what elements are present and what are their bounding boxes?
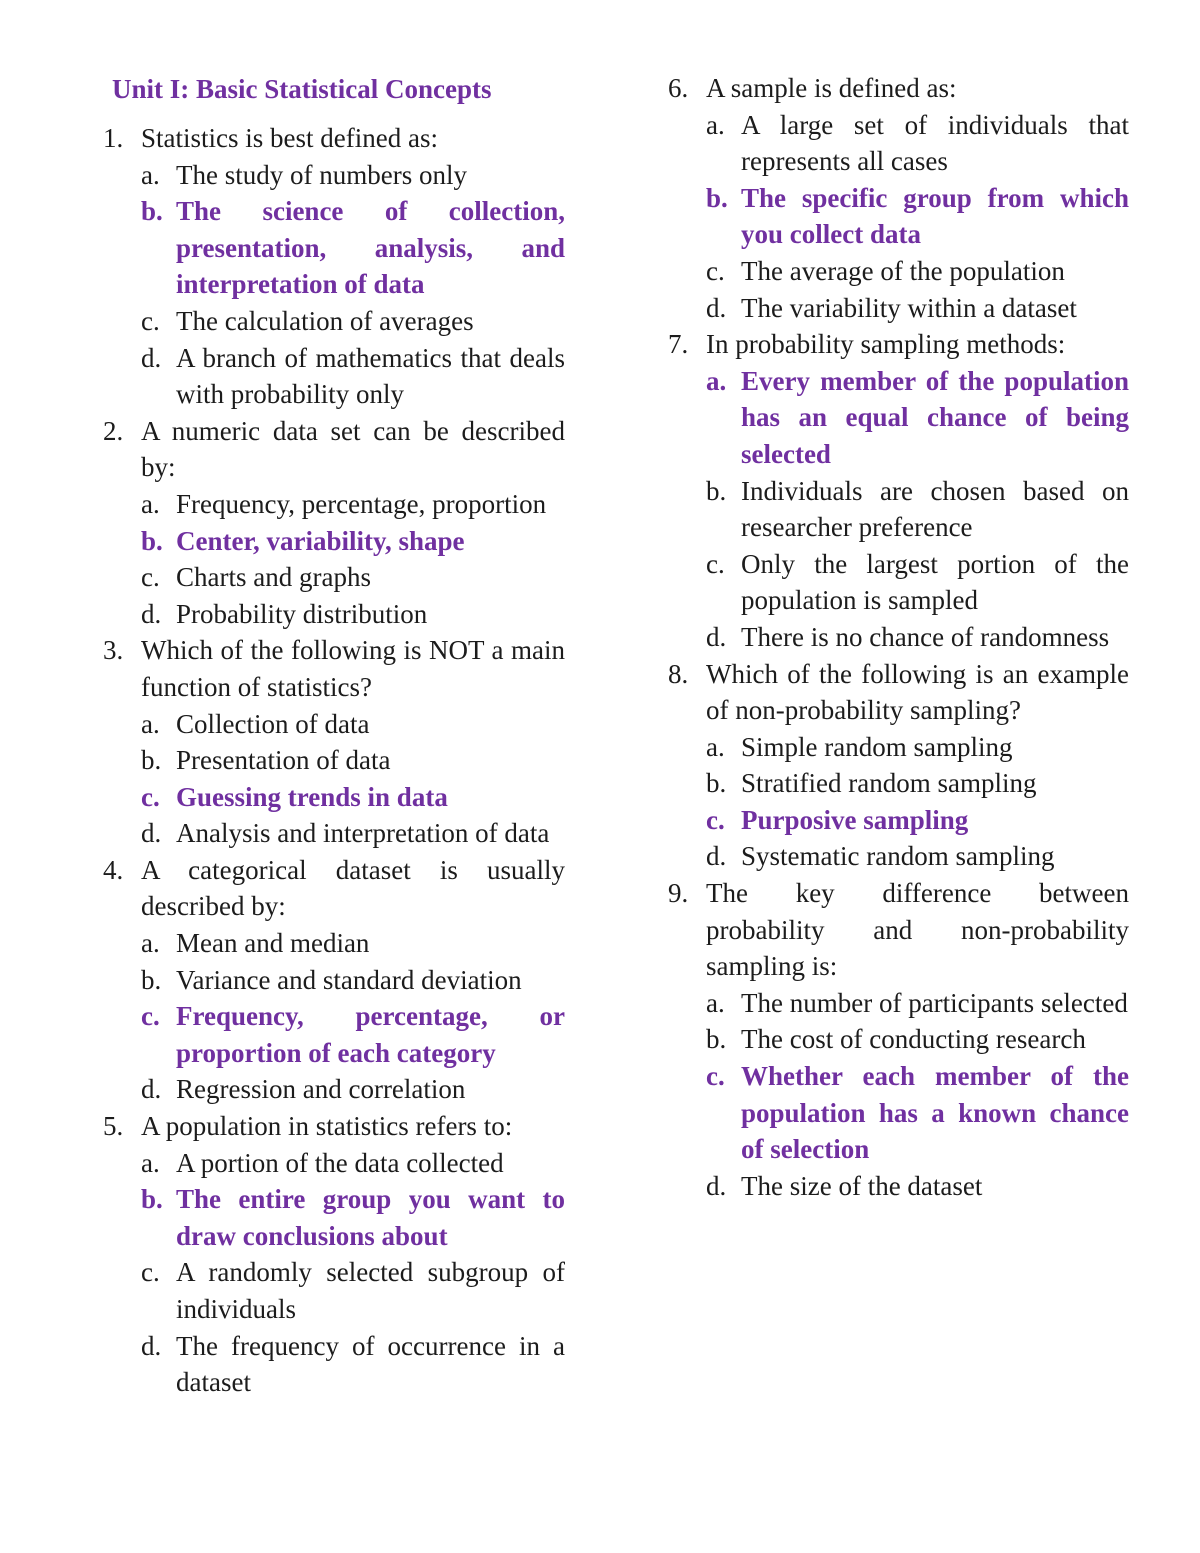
option-letter: c. [141,1257,160,1288]
answer-option [141,1071,565,1108]
option-letter: d. [141,818,162,849]
question-item [103,632,565,852]
question-item [668,875,1129,1204]
question-item [668,656,1129,876]
option-text: The cost of conducting research [741,1024,1086,1055]
question-text: Which of the following is an example of non-probability sampling? [706,658,1129,726]
question-number: 2. [103,415,124,446]
option-letter: d. [141,342,162,373]
option-text: Stratified random sampling [741,768,1037,799]
option-text: Simple random sampling [741,731,1013,762]
answer-option [706,619,1129,656]
option-text: The specific group from which you collect data [741,182,1129,250]
right-column [668,70,1129,1204]
option-text: The variability within a dataset [741,292,1077,323]
question-number: 6. [668,73,689,103]
option-text: Probability distribution [176,598,428,629]
question-item [668,326,1129,655]
correct-answer-option [141,193,565,303]
question-text: In probability sampling methods: [706,329,1066,360]
answer-option [706,473,1129,546]
option-text: Frequency, percentage, or proportion of each category [176,1001,565,1068]
answer-option [141,815,565,852]
option-letter: d. [141,598,162,629]
correct-answer-option [141,998,565,1071]
question-text: A categorical dataset is usually described by: [141,854,565,922]
answer-option [706,107,1129,180]
option-letter: c. [706,548,725,579]
option-letter: a. [141,488,160,519]
option-letter: a. [141,928,160,959]
answer-option [141,1254,565,1327]
option-letter: c. [141,781,160,812]
option-letter: a. [141,1147,160,1178]
option-letter: b. [141,196,163,227]
option-letter: a. [706,109,725,140]
option-text: There is no chance of randomness [741,621,1110,652]
answer-option [141,962,565,999]
option-text: Mean and median [176,928,370,959]
answer-option [141,157,565,194]
option-letter: a. [141,708,160,739]
option-letter: b. [706,768,727,799]
question-number: 3. [103,635,124,666]
question-body [706,656,1129,876]
question-text: A sample is defined as: [706,73,957,103]
question-body [141,632,565,852]
option-text: A branch of mathematics that deals with probability only [176,342,565,410]
answer-option [706,838,1129,875]
question-number: 4. [103,854,124,885]
option-letter: d. [706,1170,727,1201]
question-body [706,875,1129,1204]
question-body [706,326,1129,655]
question-text: Which of the following is NOT a main function of statistics? [141,635,565,702]
answer-option [141,706,565,743]
question-body [141,1108,565,1401]
correct-answer-option [141,523,565,560]
option-text: The size of the dataset [741,1170,983,1201]
option-text: Every member of the population has an equal chance of being selected [741,365,1129,469]
option-text: A large set of individuals that represents all cases [741,109,1129,177]
option-letter: a. [706,365,727,396]
option-letter: d. [141,1330,162,1361]
option-text: Collection of data [176,708,370,739]
option-text: Whether each member of the population has a known chance of selection [741,1061,1129,1165]
option-letter: d. [141,1074,162,1105]
question-text: A numeric data set can be described by: [141,415,565,483]
option-text: The study of numbers only [176,159,467,190]
option-letter: b. [141,964,162,995]
answer-option [141,1328,565,1401]
option-letter: a. [141,159,160,190]
question-body [141,852,565,1108]
question-text: A population in statistics refers to: [141,1111,513,1142]
question-number: 9. [668,878,689,909]
option-text: A portion of the data collected [176,1147,504,1178]
answer-option [141,742,565,779]
answer-option [141,559,565,596]
question-body [706,70,1129,326]
question-body [141,413,565,633]
answer-option [141,340,565,413]
question-item [103,852,565,1108]
option-letter: b. [141,1184,163,1215]
option-text: Only the largest portion of the population is sampled [741,548,1129,616]
option-letter: d. [706,292,727,323]
question-list-left [103,120,565,1401]
option-text: A randomly selected subgroup of individuals [176,1257,565,1324]
option-text: Analysis and interpretation of data [176,818,550,849]
correct-answer-option [141,1181,565,1254]
answer-option [706,290,1129,327]
option-text: Purposive sampling [741,804,969,835]
answer-option [141,303,565,340]
option-text: The entire group you want to draw conclusions about [176,1184,565,1251]
option-letter: a. [706,987,725,1018]
answer-option [706,546,1129,619]
unit-title: Unit I: Basic Statistical Concepts [112,74,492,104]
correct-answer-option [706,180,1129,253]
option-text: Frequency, percentage, proportion [176,488,547,519]
option-letter: b. [706,475,727,506]
answer-option [706,729,1129,766]
answer-option [706,253,1129,290]
option-text: The frequency of occurrence in a dataset [176,1330,565,1398]
option-letter: c. [706,1061,725,1092]
answer-option [141,1145,565,1182]
question-number: 1. [103,123,124,153]
question-body [141,120,565,413]
option-text: The number of participants selected [741,987,1128,1018]
answer-option [706,1021,1129,1058]
question-item [103,413,565,633]
option-text: Regression and correlation [176,1074,466,1105]
option-letter: b. [141,525,163,556]
option-letter: c. [141,562,160,593]
option-letter: c. [706,255,725,286]
question-number: 7. [668,329,689,360]
answer-option [706,765,1129,802]
option-text: Individuals are chosen based on researcher preference [741,475,1129,543]
option-text: Variance and standard deviation [176,964,522,995]
correct-answer-option [706,363,1129,473]
option-letter: d. [706,621,727,652]
answer-option [141,486,565,523]
option-letter: c. [141,1001,160,1032]
left-column [103,70,565,1401]
question-number: 5. [103,1111,124,1142]
question-number: 8. [668,658,689,689]
correct-answer-option [706,1058,1129,1168]
answer-option [141,596,565,633]
question-text: Statistics is best defined as: [141,123,438,153]
option-letter: b. [706,1024,727,1055]
question-item [668,70,1129,326]
question-list-right [668,70,1129,1204]
answer-option [706,1168,1129,1205]
option-letter: b. [706,182,728,213]
option-text: Presentation of data [176,745,391,776]
answer-option [706,985,1129,1022]
answer-option [141,925,565,962]
option-letter: a. [706,731,725,762]
option-text: Charts and graphs [176,562,371,593]
option-text: Systematic random sampling [741,841,1055,872]
option-text: The average of the population [741,255,1065,286]
option-letter: b. [141,745,162,776]
correct-answer-option [706,802,1129,839]
option-text: Center, variability, shape [176,525,465,556]
option-letter: c. [141,305,160,336]
option-text: Guessing trends in data [176,781,448,812]
question-item [103,120,565,413]
option-letter: c. [706,804,725,835]
option-text: The calculation of averages [176,305,474,336]
option-text: The science of collection, presentation, analysis, and interpretation of data [176,196,565,300]
option-letter: d. [706,841,727,872]
correct-answer-option [141,779,565,816]
question-text: The key difference between probability and non-probability sampling is: [706,878,1129,982]
question-item [103,1108,565,1401]
